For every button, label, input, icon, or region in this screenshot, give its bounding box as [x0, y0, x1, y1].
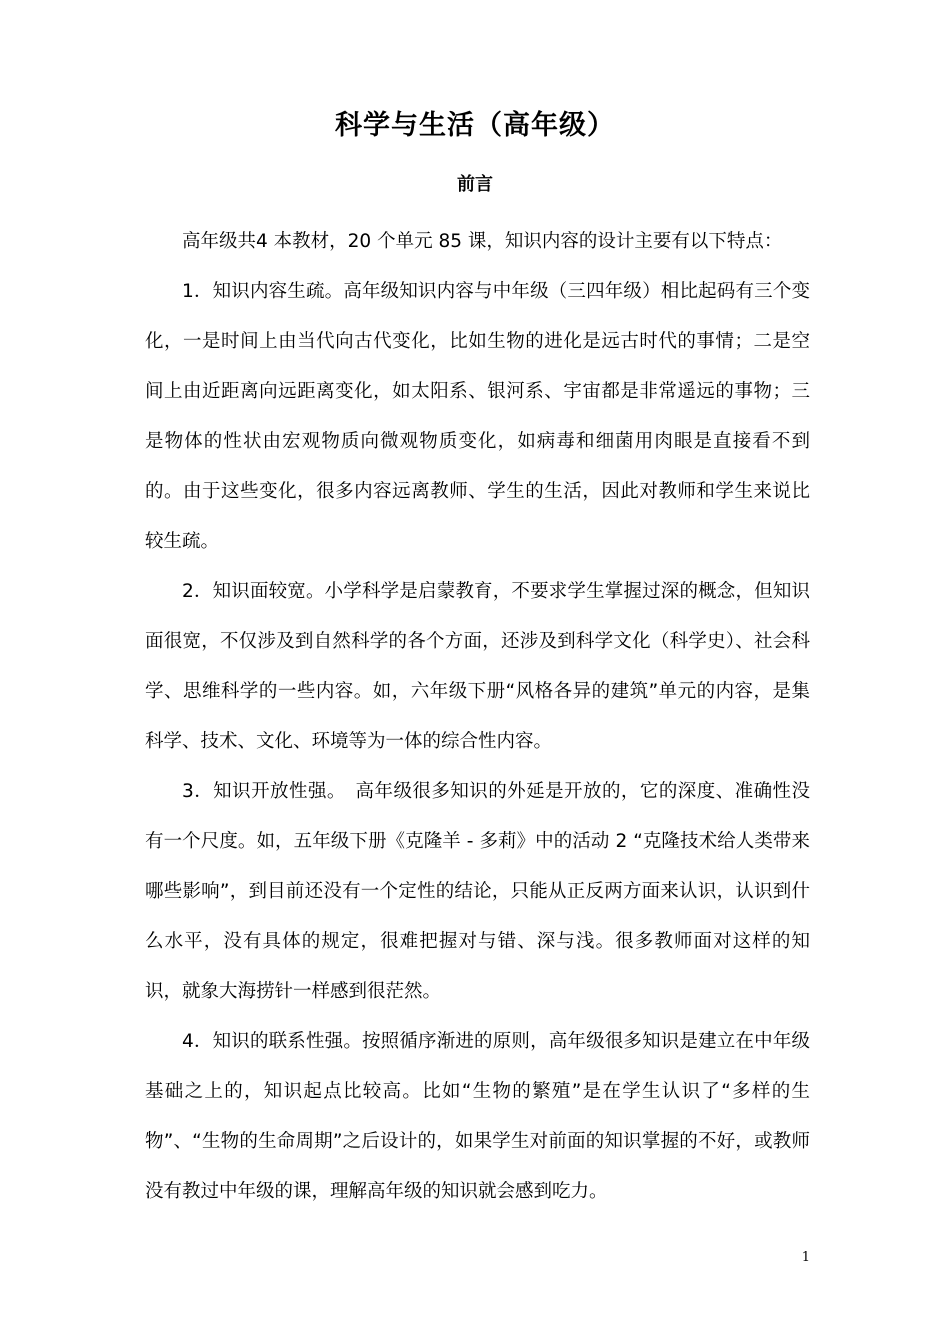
paragraph-point-2: 2．知识面较宽。小学科学是启蒙教育，不要求学生掌握过深的概念，但知识面很宽，不仅涉及到自然科学的各个方面，还涉及到科学文化（科学史）、社会科学、思维科学的一些内容。如，六年级下册“风格各异的建筑”单元的内容，是集科学、技术、文化、环境等为一体的综合性内容。: [145, 581, 810, 752]
paragraph-point-4: 4．知识的联系性强。按照循序渐进的原则，高年级很多知识是建立在中年级基础之上的，知识起点比较高。比如“生物的繁殖”是在学生认识了“多样的生物”、“生物的生命周期”之后设计的，如果学生对前面的知识掌握的不好，或教师没有教过中年级的课，理解高年级的知识就会感到吃力。: [145, 1031, 810, 1202]
page-number: 1: [801, 1250, 810, 1265]
body-text: [145, 217, 810, 1217]
paragraph-intro: 高年级共4 本教材，20 个单元 85 课，知识内容的设计主要有以下特点：: [182, 231, 783, 252]
document-title: 科学与生活（高年级）: [335, 110, 615, 141]
paragraph-point-1: 1．知识内容生疏。高年级知识内容与中年级（三四年级）相比起码有三个变化，一是时间上由当代向古代变化，比如生物的进化是远古时代的事情；二是空间上由近距离向远距离变化，如太阳系、银河系、宇宙都是非常遥远的事物；三是物体的性状由宏观物质向微观物质变化，如病毒和细菌用肉眼是直接看不到的。由于这些变化，很多内容远离教师、学生的生活，因此对教师和学生来说比较生疏。: [145, 281, 810, 552]
section-heading: 前言: [457, 174, 493, 195]
paragraph-point-3: 3．知识开放性强。 高年级很多知识的外延是开放的，它的深度、准确性没有一个尺度。如，五年级下册《克隆羊 - 多莉》中的活动 2 “克隆技术给人类带来哪些影响”，到目前还没有一个定性的结论，只能从正反两方面来认识，认识到什么水平，没有具体的规定，很难把握对与错、深与浅。很多教师面对这样的知识，就象大海捞针一样感到很茫然。: [145, 781, 810, 1002]
